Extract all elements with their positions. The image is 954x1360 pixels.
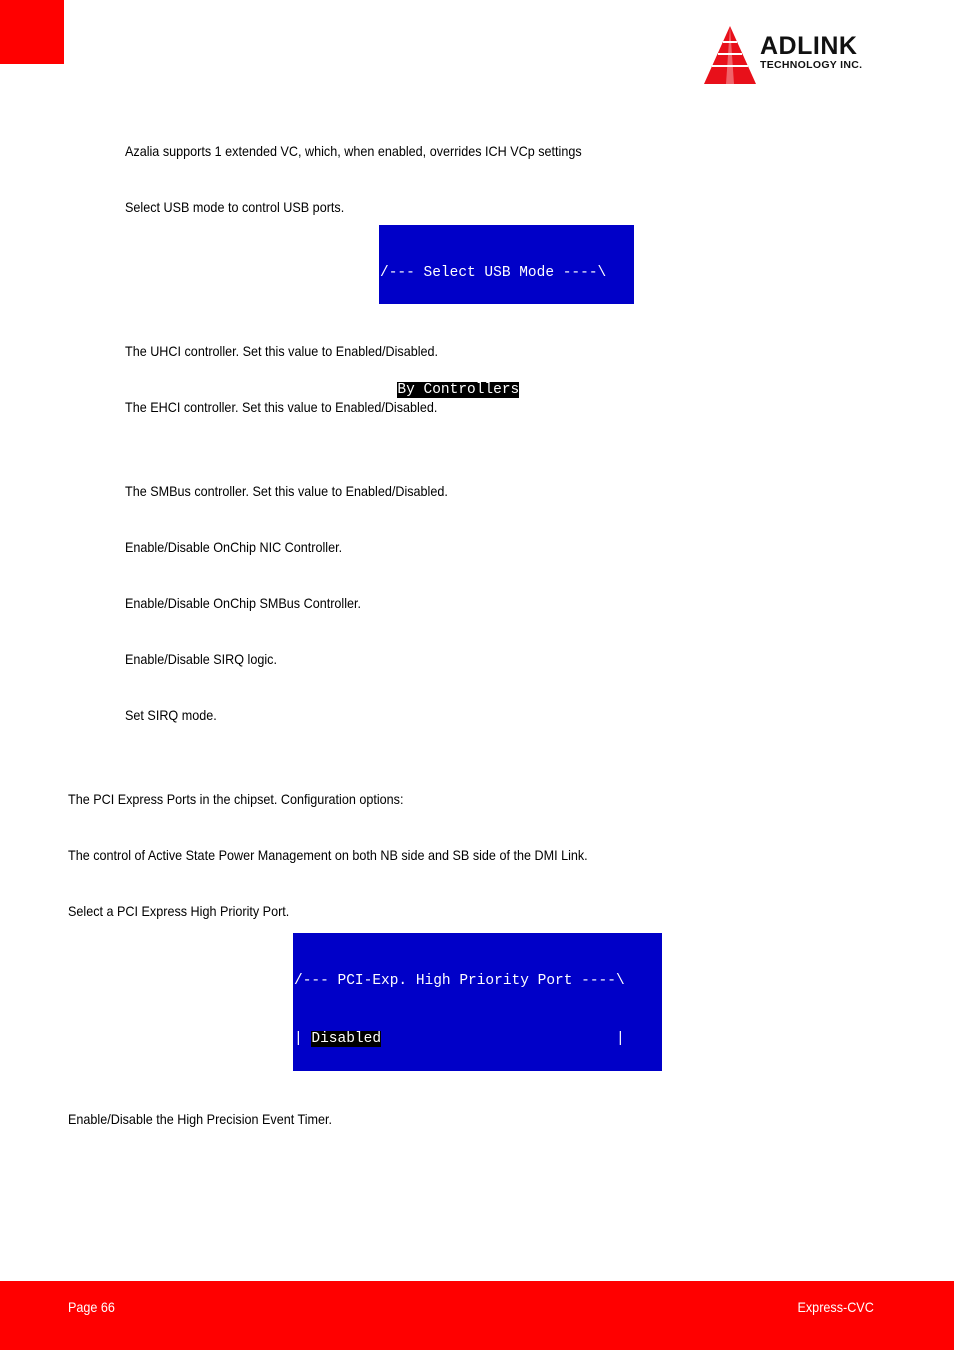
- dialog-border: |: [519, 382, 607, 398]
- paragraph-nic: Enable/Disable OnChip NIC Controller.: [125, 539, 343, 555]
- corner-block: [0, 0, 64, 64]
- dialog-border: |: [380, 323, 398, 340]
- paragraph-sirq-logic: Enable/Disable SIRQ logic.: [125, 651, 277, 667]
- dialog-border: |: [363, 1205, 625, 1222]
- page-footer: [0, 1281, 954, 1350]
- paragraph-onchip-smbus: Enable/Disable OnChip SMBus Controller.: [125, 595, 362, 611]
- paragraph-usb-mode: Select USB mode to control USB ports.: [125, 199, 345, 215]
- dialog-border: |: [294, 1147, 312, 1164]
- paragraph-high-priority-port: Select a PCI Express High Priority Port.: [68, 903, 290, 919]
- dialog-option-row[interactable]: [294, 1030, 662, 1049]
- dialog-border: |: [381, 1031, 625, 1048]
- dialog-option-row[interactable]: [294, 1263, 662, 1282]
- footer-product-name: Express-CVC: [797, 1299, 874, 1315]
- dialog-option-row[interactable]: [380, 323, 634, 343]
- dialog-border: |: [294, 1031, 312, 1048]
- paragraph-aspm: The control of Active State Power Management on both NB side and SB side of the DMI Link.: [68, 847, 588, 863]
- dialog-option-row[interactable]: [294, 1205, 662, 1224]
- paragraph-ehci: The EHCI controller. Set this value to Enabled/Disabled.: [125, 399, 438, 415]
- dialog-bottom-row: \------------------------/: [380, 440, 607, 457]
- option-port-3[interactable]: Port 3: [311, 1263, 364, 1280]
- option-port-0[interactable]: Port 0: [311, 1089, 364, 1106]
- option-disabled[interactable]: Disabled: [311, 1031, 382, 1048]
- dialog-title-row: /--- PCI-Exp. High Priority Port ----\: [294, 972, 625, 989]
- paragraph-azalia: Azalia supports 1 extended VC, which, when enabled, overrides ICH VCp settings: [125, 143, 582, 159]
- option-port-1[interactable]: Port 1: [311, 1147, 364, 1164]
- paragraph-hpet: Enable/Disable the High Precision Event Timer.: [68, 1111, 333, 1127]
- dialog-border: |: [294, 1089, 312, 1106]
- paragraph-sirq-mode: Set SIRQ mode.: [125, 707, 217, 723]
- logo-wordmark: ADLINK: [760, 32, 858, 60]
- logo-tagline: TECHNOLOGY INC.: [760, 59, 863, 71]
- option-by-controllers[interactable]: By Controllers: [397, 382, 520, 398]
- dialog-border: |: [363, 1263, 625, 1280]
- usb-mode-dialog: [379, 225, 634, 457]
- adlink-logo: [700, 24, 890, 86]
- dialog-border: |: [294, 1205, 312, 1222]
- dialog-border: |: [294, 1263, 312, 1280]
- dialog-option-row[interactable]: [294, 1146, 662, 1165]
- adlink-triangle-icon: [700, 24, 760, 86]
- pci-priority-dialog: [293, 933, 662, 1280]
- dialog-option-row[interactable]: [294, 1088, 662, 1107]
- dialog-title-row: /--- Select USB Mode ----\: [380, 265, 607, 281]
- dialog-border: |: [363, 1089, 625, 1106]
- paragraph-uhci: The UHCI controller. Set this value to Enabled/Disabled.: [125, 343, 439, 359]
- dialog-border: |: [363, 1147, 625, 1164]
- option-by-ports[interactable]: By Ports: [397, 323, 468, 340]
- footer-page-number: Page 66: [68, 1299, 115, 1315]
- paragraph-smbus: The SMBus controller. Set this value to Enabled/Disabled.: [125, 483, 448, 499]
- dialog-border: |: [467, 323, 607, 340]
- option-port-2[interactable]: Port 2: [311, 1205, 364, 1222]
- dialog-border: |: [380, 382, 398, 398]
- paragraph-pci-express-ports: The PCI Express Ports in the chipset. Configuration options:: [68, 791, 404, 807]
